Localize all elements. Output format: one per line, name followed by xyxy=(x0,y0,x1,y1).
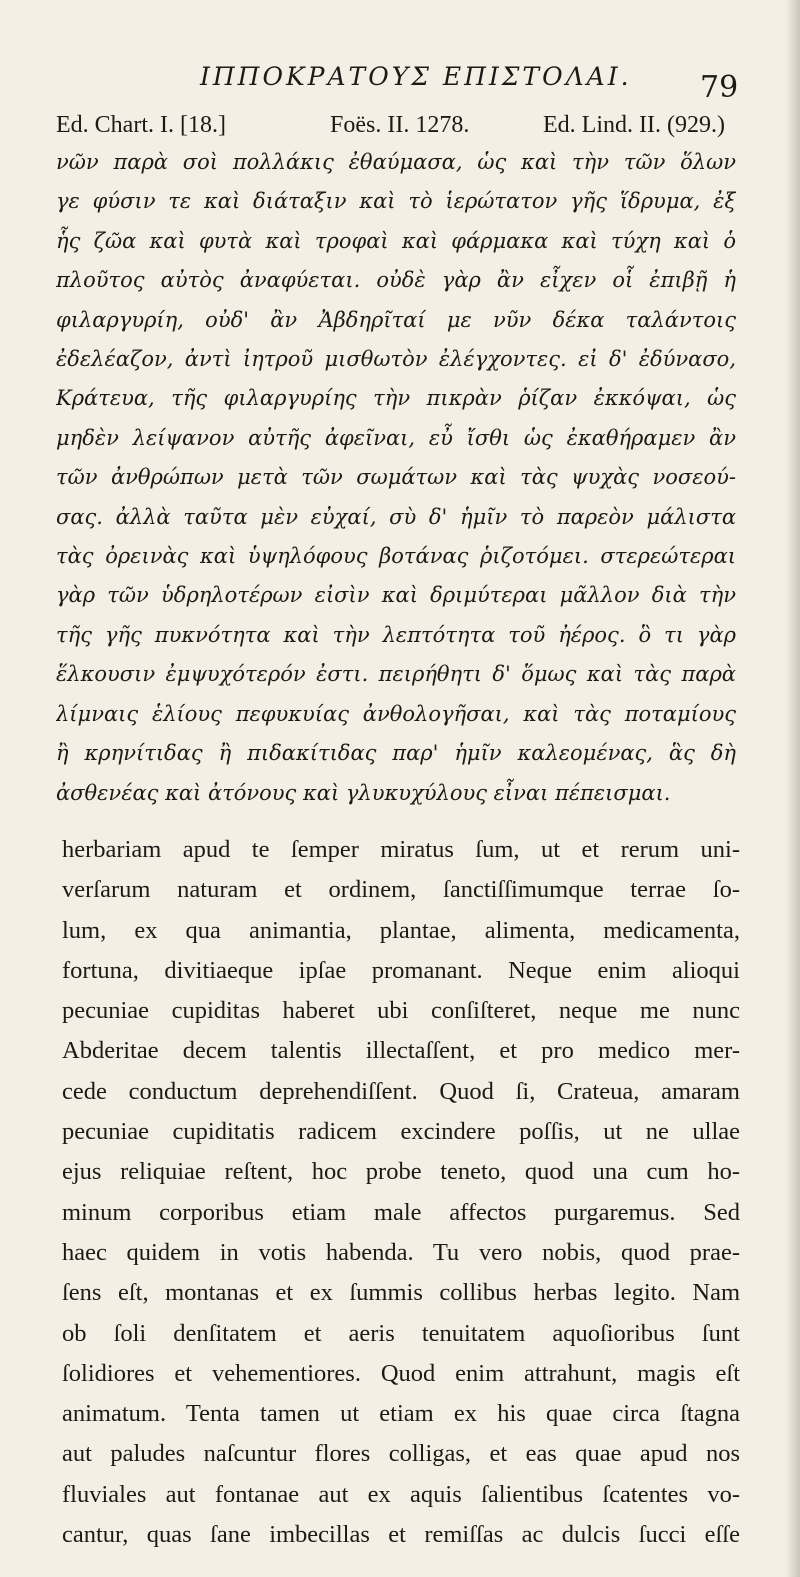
greek-text-line: πλοῦτος αὐτὸς ἀναφύεται. οὐδὲ γὰρ ἂν εἶχεν οἷ ἐπιβῇ ἡ xyxy=(56,268,736,293)
latin-text-line: ſolidiores et vehementiores. Quod enim attrahunt, magis eſt xyxy=(62,1359,740,1387)
latin-text-line: fluviales aut fontanae aut ex aquis ſalientibus ſcatentes vo- xyxy=(62,1480,740,1508)
greek-text-line: σας. ἀλλὰ ταῦτα μὲν εὐχαί, σὺ δ' ἡμῖν τὸ παρεὸν μάλιστα xyxy=(56,504,736,529)
greek-text-line: γὰρ τῶν ὑδρηλοτέρων εἰσὶν καὶ δριμύτεραι μᾶλλον διὰ τὴν xyxy=(56,583,736,608)
latin-text-line: ob ſoli denſitatem et aeris tenuitatem aquoſioribus ſunt xyxy=(62,1319,740,1347)
greek-text-line: τῆς γῆς πυκνότητα καὶ τὴν λεπτότητα τοῦ ἠέρος. ὃ τι γὰρ xyxy=(56,622,736,647)
greek-text-line: ἕλκουσιν ἐμψυχότερόν ἐστι. πειρήθητι δ' ὅμως καὶ τὰς παρὰ xyxy=(56,662,736,687)
page-number: 79 xyxy=(700,70,739,105)
latin-text-line: fortuna, divitiaeque ipſae promanant. Neque enim alioqui xyxy=(62,956,740,984)
greek-text-line: τῶν ἀνθρώπων μετὰ τῶν σωμάτων καὶ τὰς ψυχὰς νοσεού- xyxy=(56,465,736,490)
greek-text-line: φιλαργυρίη, οὐδ' ἂν Ἀβδηρῖταί με νῦν δέκα ταλάντοις xyxy=(56,307,736,332)
edition-references xyxy=(0,112,800,146)
greek-text-line: γε φύσιν τε καὶ διάταξιν καὶ τὸ ἱερώτατον γῆς ἵδρυμα, ἐξ xyxy=(56,189,736,214)
latin-text-line: pecuniae cupiditas haberet ubi conſiſteret, neque me nunc xyxy=(62,997,740,1025)
latin-text-line: ejus reliquiae reſtent, hoc probe teneto, quod una cum ho- xyxy=(62,1158,740,1186)
latin-translation xyxy=(62,830,740,1555)
latin-text-line: ſens eſt, montanas et ex ſummis collibus herbas legito. Nam xyxy=(62,1279,740,1307)
edition-ref-foes: Foës. II. 1278. xyxy=(330,112,470,138)
latin-text-line: minum corporibus etiam male affectos purgaremus. Sed xyxy=(62,1198,740,1226)
latin-text-line: haec quidem in votis habenda. Tu vero nobis, quod prae- xyxy=(62,1238,740,1266)
latin-text-line: animatum. Tenta tamen ut etiam ex his quae circa ſtagna xyxy=(62,1400,740,1428)
latin-text-line: Abderitae decem talentis illectaſſent, et pro medico mer- xyxy=(62,1037,740,1065)
greek-text-line: ἐδελέαζον, ἀντὶ ἰητροῦ μισθωτὸν ἐλέγχοντες. εἰ δ' ἐδύνασο, xyxy=(56,347,736,372)
running-title: ΙΠΠΟΚΡΑΤΟΥΣ ΕΠΙΣΤΟΛΑΙ. xyxy=(200,62,632,91)
greek-text-line: Κράτευα, τῆς φιλαργυρίης τὴν πικρὰν ῥίζαν ἐκκόψαι, ὡς xyxy=(56,386,736,411)
greek-text-line: τὰς ὀρεινὰς καὶ ὑψηλόφους βοτάνας ῥιζοτόμει. στερεώτεραι xyxy=(56,544,736,569)
edition-ref-chartier: Ed. Chart. I. [18.] xyxy=(56,112,226,138)
greek-text xyxy=(56,143,736,813)
latin-text-line: lum, ex qua animantia, plantae, alimenta, medicamenta, xyxy=(62,916,740,944)
greek-text-line: μηδὲν λείψανον αὐτῆς ἀφεῖναι, εὖ ἴσθι ὡς ἐκαθήραμεν ἂν xyxy=(56,425,736,450)
greek-text-line: ἀσθενέας καὶ ἀτόνους καὶ γλυκυχύλους εἶναι πέπεισμαι. xyxy=(56,780,671,805)
latin-text-line: herbariam apud te ſemper miratus ſum, ut et rerum uni- xyxy=(62,836,740,863)
edition-ref-linden: Ed. Lind. II. (929.) xyxy=(543,112,725,138)
running-head xyxy=(0,58,800,105)
latin-text-line: pecuniae cupiditatis radicem excindere poſſis, ut ne ullae xyxy=(62,1118,740,1146)
latin-text-line: aut paludes naſcuntur flores colligas, et eas quae apud nos xyxy=(62,1440,740,1468)
latin-text-line: cede conductum deprehendiſſent. Quod ſi, Crateua, amaram xyxy=(62,1077,740,1105)
greek-text-line: λίμναις ἑλίους πεφυκυίας ἀνθολογῆσαι, καὶ τὰς ποταμίους xyxy=(56,701,736,726)
latin-text-line: cantur, quas ſane imbecillas et remiſſas ac dulcis ſucci eſſe xyxy=(62,1521,740,1549)
greek-text-line: ἢ κρηνίτιδας ἢ πιδακίτιδας παρ' ἡμῖν καλεομένας, ἃς δὴ xyxy=(56,741,736,766)
greek-text-line: νῶν παρὰ σοὶ πολλάκις ἐθαύμασα, ὡς καὶ τὴν τῶν ὅλων xyxy=(56,150,736,174)
latin-text-line: verſarum naturam et ordinem, ſanctiſſimumque terrae ſo- xyxy=(62,876,740,904)
greek-text-line: ἧς ζῶα καὶ φυτὰ καὶ τροφαὶ καὶ φάρμακα καὶ τύχη καὶ ὁ xyxy=(56,228,736,253)
